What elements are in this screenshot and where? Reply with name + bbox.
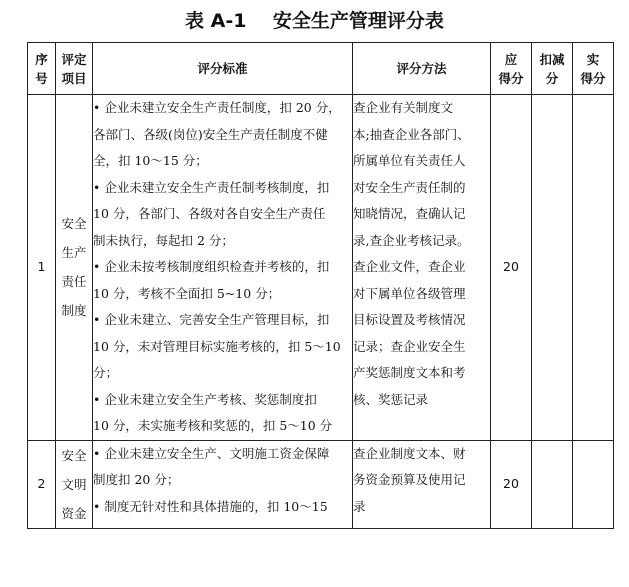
row-max-score: 20 [491, 95, 532, 441]
header-deduct: 扣减 分 [532, 43, 573, 95]
criterion: • 企业未按考核制度组织检查并考核的，扣 10 分，考核不全面扣 5~10 分； [93, 254, 352, 307]
criterion: • 企业未建立安全生产责任制度，扣 20 分， 各部门、各级(岗位)安全生产责任制度不健 全，扣 10～15 分； [93, 95, 352, 175]
row-item: 安全 文明 资金 [56, 440, 93, 528]
row-seq: 2 [28, 440, 56, 528]
row-actual [573, 440, 614, 528]
scoring-table [27, 42, 614, 529]
header-item: 评定 项目 [56, 43, 93, 95]
row-max-score: 20 [491, 440, 532, 528]
row-method: 查企业有关制度文 本;抽查企业各部门、 所属单位有关责任人 对安全生产责任制的 知晓情况，查确认记 录,查企业考核记录。 查企业文件，查企业 对下属单位各级管理 目标设置及考核情况 记录；查企业安全生 产奖惩制度文本和考 核、奖惩记录 [353, 95, 491, 441]
row-actual [573, 95, 614, 441]
criterion: • 制度无针对性和具体措施的，扣 10～15 [93, 494, 352, 521]
header-actual: 实 得分 [573, 43, 614, 95]
row-deduct [532, 95, 573, 441]
row-criteria [93, 95, 353, 441]
row-method: 查企业制度文本、财 务资金预算及使用记 录 [353, 440, 491, 528]
row-item: 安全 生产 责任 制度 [56, 95, 93, 441]
criterion: • 企业未建立、完善安全生产管理目标，扣 10 分，未对管理目标实施考核的，扣 5～10 分； [93, 307, 352, 387]
criterion: • 企业未建立安全生产、文明施工资金保障 制度扣 20 分； [93, 441, 352, 494]
row-seq: 1 [28, 95, 56, 441]
header-method: 评分方法 [353, 43, 491, 95]
header-max-score: 应 得分 [491, 43, 532, 95]
table-title: 表 A-1 安全生产管理评分表 [185, 10, 444, 32]
header-seq: 序 号 [28, 43, 56, 95]
table-row [28, 440, 614, 528]
header-criteria: 评分标准 [93, 43, 353, 95]
criterion: • 企业未建立安全生产责任制考核制度，扣 10 分，各部门、各级对各自安全生产责任 制未执行，每起扣 2 分； [93, 175, 352, 255]
criterion: • 企业未建立安全生产考核、奖惩制度扣 10 分，未实施考核和奖惩的，扣 5～10 分 [93, 387, 352, 440]
header-row [28, 43, 614, 95]
table-row [28, 95, 614, 441]
row-deduct [532, 440, 573, 528]
row-criteria [93, 440, 353, 528]
